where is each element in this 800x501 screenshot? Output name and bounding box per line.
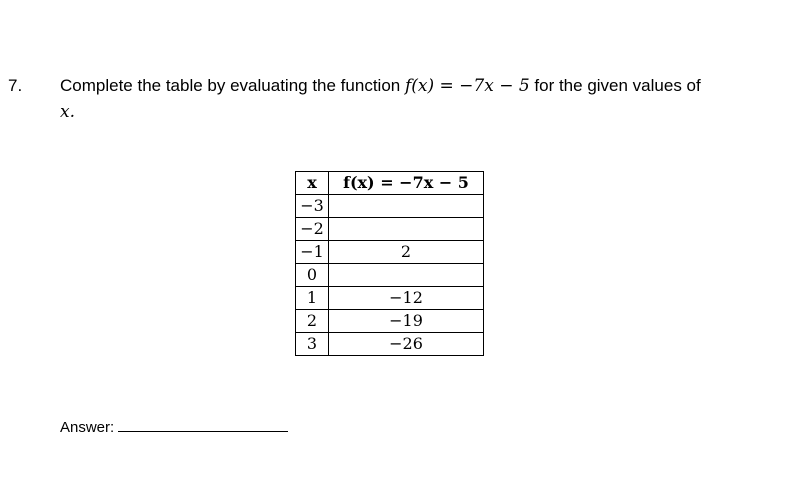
table-row	[296, 333, 484, 356]
question-text-after: for the given values of	[529, 76, 701, 95]
question-text	[60, 75, 701, 97]
cell-fx: 2	[329, 241, 484, 264]
cell-fx[interactable]	[329, 218, 484, 241]
question-text-line2: x.	[60, 102, 75, 122]
table-row	[296, 264, 484, 287]
table-row	[296, 195, 484, 218]
answer-blank[interactable]	[118, 417, 288, 432]
cell-x: 2	[296, 310, 329, 333]
answer-label: Answer:	[60, 419, 115, 436]
cell-x: −1	[296, 241, 329, 264]
cell-fx: −19	[329, 310, 484, 333]
function-table	[295, 171, 484, 356]
cell-x: 0	[296, 264, 329, 287]
answer-area	[60, 417, 288, 438]
cell-fx[interactable]	[329, 264, 484, 287]
table-row	[296, 287, 484, 310]
table-row	[296, 310, 484, 333]
cell-fx: −26	[329, 333, 484, 356]
cell-x: −3	[296, 195, 329, 218]
header-fx: f(x) = −7x − 5	[329, 172, 484, 195]
cell-x: 1	[296, 287, 329, 310]
question-text-before: Complete the table by evaluating the function	[60, 76, 405, 95]
table-row	[296, 241, 484, 264]
function-expression: f(x) = −7x − 5	[404, 76, 530, 96]
cell-fx[interactable]	[329, 195, 484, 218]
header-x: x	[296, 172, 329, 195]
table-row	[296, 218, 484, 241]
question-number: 7.	[8, 76, 23, 95]
cell-x: 3	[296, 333, 329, 356]
cell-fx: −12	[329, 287, 484, 310]
table-header-row	[296, 172, 484, 195]
cell-x: −2	[296, 218, 329, 241]
